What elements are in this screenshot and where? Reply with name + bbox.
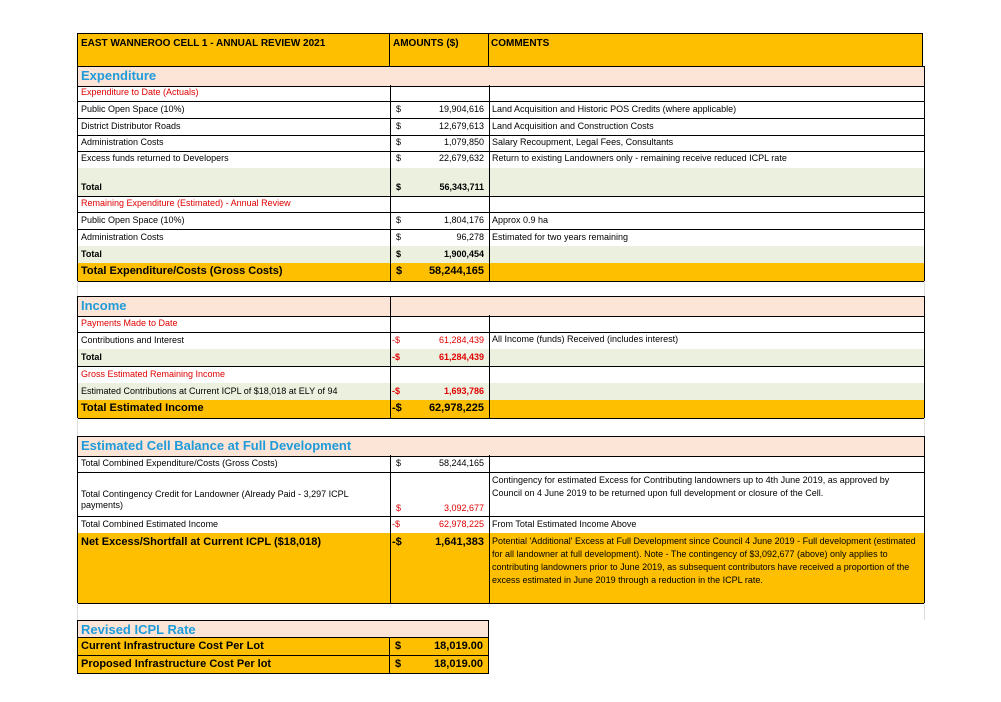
remaining-total-row: Total $ 1,900,454 bbox=[77, 246, 925, 264]
amounts-header: AMOUNTS ($) bbox=[390, 33, 489, 67]
expenditure-heading: Expenditure bbox=[77, 66, 925, 87]
net-excess-row: Net Excess/Shortfall at Current ICPL ($18,018) -$ 1,641,383 Potential 'Additional' Excess at Full Development since Council 4 June 2019 - Full development (estimated for all landowner at full development). Note - The contingency of $3,092,677 (above) only applies to contributing landowners prior to June 2019, as subsequent contributors have received a proportion of the excess estimated in June 2019 through a reduction in the ICPL rate. bbox=[77, 533, 925, 604]
current-icpl-row: Current Infrastructure Cost Per Lot $ 18,019.00 bbox=[77, 638, 923, 656]
expenditure-total-row: Total $ 56,343,711 bbox=[77, 168, 925, 197]
gross-remaining-row: Gross Estimated Remaining Income bbox=[77, 366, 925, 384]
table-row: Public Open Space (10%) $ 19,904,616 Land Acquisition and Historic POS Credits (where applicable) bbox=[77, 101, 925, 119]
contingency-row: Total Contingency Credit for Landowner (Already Paid - 3,297 ICPL payments) $ 3,092,677 Contingency for estimated Excess for Contributing landowners up to 4th June 2019, as approved by Council on 4 June 2019 to be returned upon full development or closure of the Cell. bbox=[77, 472, 925, 517]
header-row bbox=[77, 33, 923, 67]
table-row: Total Combined Expenditure/Costs (Gross Costs) $ 58,244,165 bbox=[77, 455, 925, 473]
income-total-row: Total -$ 61,284,439 bbox=[77, 349, 925, 367]
table-row: Excess funds returned to Developers $ 22,679,632 Return to existing Landowners only - remaining receive reduced ICPL rate bbox=[77, 151, 925, 169]
report-title: EAST WANNEROO CELL 1 - ANNUAL REVIEW 2021 bbox=[81, 38, 326, 49]
spacer-row bbox=[77, 281, 925, 296]
proposed-icpl-row: Proposed Infrastructure Cost Per lot $ 18,019.00 bbox=[77, 656, 923, 674]
table-row: Total Combined Estimated Income -$ 62,978,225 From Total Estimated Income Above bbox=[77, 516, 925, 534]
icpl-heading: Revised ICPL Rate bbox=[77, 620, 489, 638]
title-cell bbox=[77, 33, 390, 67]
spacer-row bbox=[77, 603, 925, 620]
icpl-heading-row bbox=[77, 620, 923, 638]
comments-header: COMMENTS bbox=[489, 33, 923, 67]
estimated-contributions-row: Estimated Contributions at Current ICPL of $18,018 at ELY of 94 -$ 1,693,786 bbox=[77, 383, 925, 401]
table-row: Administration Costs $ 1,079,850 Salary Recoupment, Legal Fees, Consultants bbox=[77, 135, 925, 152]
income-heading: Income bbox=[77, 296, 925, 317]
payments-label-row: Payments Made to Date bbox=[77, 315, 925, 333]
table-row: Public Open Space (10%) $ 1,804,176 Approx 0.9 ha bbox=[77, 212, 925, 230]
table-row: Administration Costs $ 96,278 Estimated for two years remaining bbox=[77, 229, 925, 247]
expenditure-to-date-row: Expenditure to Date (Actuals) bbox=[77, 85, 925, 102]
total-expenditure-row: Total Expenditure/Costs (Gross Costs) $ 58,244,165 bbox=[77, 263, 925, 282]
balance-heading: Estimated Cell Balance at Full Development bbox=[77, 436, 925, 457]
remaining-expenditure-row: Remaining Expenditure (Estimated) - Annual Review bbox=[77, 196, 925, 213]
table-row: District Distributor Roads $ 12,679,613 Land Acquisition and Construction Costs bbox=[77, 118, 925, 136]
spacer-row bbox=[77, 418, 925, 436]
table-row: Contributions and Interest -$ 61,284,439 All Income (funds) Received (includes interest) bbox=[77, 332, 925, 350]
total-income-row: Total Estimated Income -$ 62,978,225 bbox=[77, 400, 925, 419]
